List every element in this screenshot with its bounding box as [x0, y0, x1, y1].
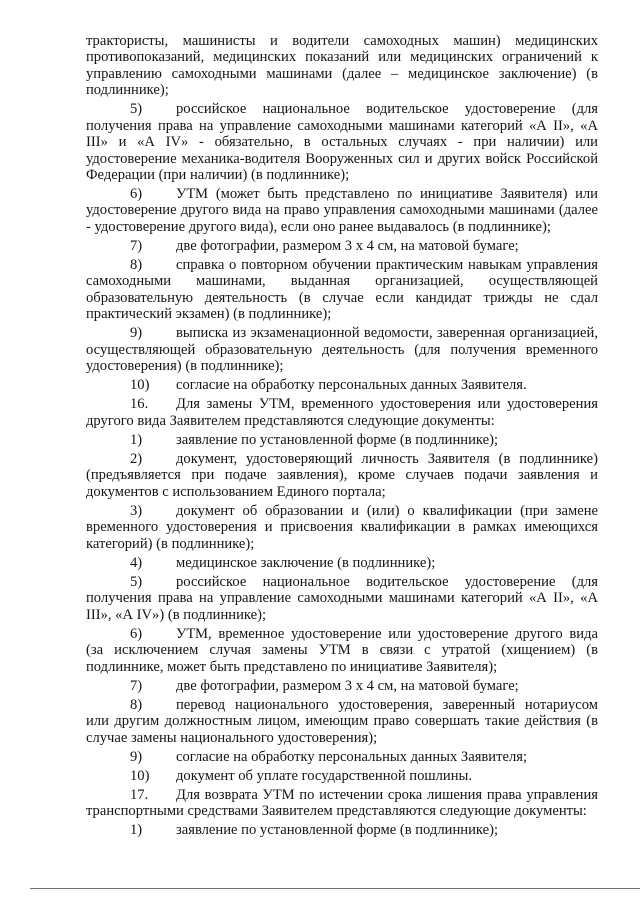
paragraph-continuation [86, 33, 598, 99]
item-text: УТМ, временное удостоверение или удостоверение другого вида (за исключением случая замены УТМ в связи с утратой (хищением) (в подлиннике, может быть представлено по инициативе Заявителя); [86, 625, 598, 675]
item-number: 8) [130, 257, 143, 274]
list-item [86, 626, 598, 675]
item-text: документ об уплате государственной пошлины. [176, 767, 472, 784]
list-item [86, 697, 598, 746]
list-item [86, 678, 598, 694]
item-number: 9) [130, 748, 143, 765]
section-text: Для возврата УТМ по истечении срока лишения права управления транспортными средствами Заявителем представляются следующие документы: [86, 786, 598, 820]
item-text: две фотографии, размером 3 х 4 см, на матовой бумаге; [176, 237, 519, 254]
list-item [86, 377, 598, 393]
item-text: российское национальное водительское удостоверение (для получения права на управление самоходными машинами категорий «А II», «А III» и «А IV» - обязательно, в остальных случаях - при наличии) или удостоверение механика-водителя Вооруженных сил и других войск Российской Федерации (при наличии) (в подлиннике); [86, 101, 598, 183]
item-number: 10) [130, 767, 150, 784]
section-number: 16. [130, 396, 149, 413]
list-item [86, 257, 598, 323]
item-number: 6) [130, 625, 143, 642]
item-number: 10) [130, 377, 150, 394]
section-heading-16 [86, 396, 598, 429]
item-number: 5) [130, 101, 143, 118]
item-text: заявление по установленной форме (в подлиннике); [176, 822, 499, 839]
list-item [86, 325, 598, 374]
item-number: 1) [130, 822, 143, 839]
list-item [86, 101, 598, 183]
list-item [86, 186, 598, 235]
item-text: справка о повторном обучении практическим навыкам управления самоходными машинами, выданная организацией, осуществляющей образовательную деятельность (в случае если кандидат трижды не сдал практический экзамен) (в подлиннике); [86, 257, 598, 323]
item-number: 7) [130, 677, 143, 694]
section-heading-17 [86, 787, 598, 820]
list-item [86, 574, 598, 623]
list-item [86, 749, 598, 765]
item-number: 7) [130, 237, 143, 254]
item-text: медицинское заключение (в подлиннике); [176, 554, 436, 571]
item-number: 6) [130, 186, 143, 203]
item-text: согласие на обработку персональных данных Заявителя; [176, 748, 528, 765]
item-text: перевод национального удостоверения, заверенный нотариусом или другим должностным лицом, имеющим право совершать такие действия (в случае замены национального удостоверения); [86, 696, 598, 746]
section-text: Для замены УТМ, временного удостоверения или удостоверения другого вида Заявителем представляются следующие документы: [86, 396, 598, 429]
item-text: российское национальное водительское удостоверение (для получения права на управление самоходными машинами категорий «А II», «А III», «А IV») (в подлиннике); [86, 573, 598, 623]
list-item [86, 503, 598, 552]
item-text: согласие на обработку персональных данных Заявителя. [176, 377, 527, 394]
list-item [86, 555, 598, 571]
item-text: УТМ (может быть представлено по инициативе Заявителя) или удостоверение другого вида на право управления самоходными машинами (далее - удостоверение другого вида), если оно ранее выдавалось (в подлиннике); [86, 186, 598, 235]
item-number: 4) [130, 554, 143, 571]
list-item [86, 451, 598, 500]
paragraph-text: трактористы, машинисты и водители самоходных машин) медицинских противопоказаний, медицинских показаний или медицинских ограничений к управлению самоходными машинами (далее – медицинское заключение) (в подлиннике); [86, 33, 598, 99]
list-item [86, 822, 598, 838]
item-text: документ, удостоверяющий личность Заявителя (в подлиннике) (предъявляется при подаче заявления), кроме случаев подачи заявления и документов с использованием Единого портала; [86, 450, 598, 500]
section-number: 17. [130, 786, 149, 803]
list-item [86, 238, 598, 254]
item-number: 1) [130, 431, 143, 448]
item-text: две фотографии, размером 3 х 4 см, на матовой бумаге; [176, 677, 519, 694]
item-number: 2) [130, 450, 143, 467]
page-bottom-divider [30, 888, 640, 889]
list-item [86, 768, 598, 784]
item-text: выписка из экзаменационной ведомости, заверенная организацией, осуществляющей образовательную деятельность (для получения временного удостоверения) (в подлиннике); [86, 325, 598, 375]
item-text: заявление по установленной форме (в подлиннике); [176, 431, 499, 448]
item-number: 9) [130, 325, 143, 342]
item-text: документ об образовании и (или) о квалификации (при замене временного удостоверения и присвоения квалификации в рамках имеющихся категорий) (в подлиннике); [86, 502, 598, 552]
item-number: 3) [130, 502, 143, 519]
item-number: 8) [130, 696, 143, 713]
list-item [86, 432, 598, 448]
item-number: 5) [130, 573, 143, 590]
